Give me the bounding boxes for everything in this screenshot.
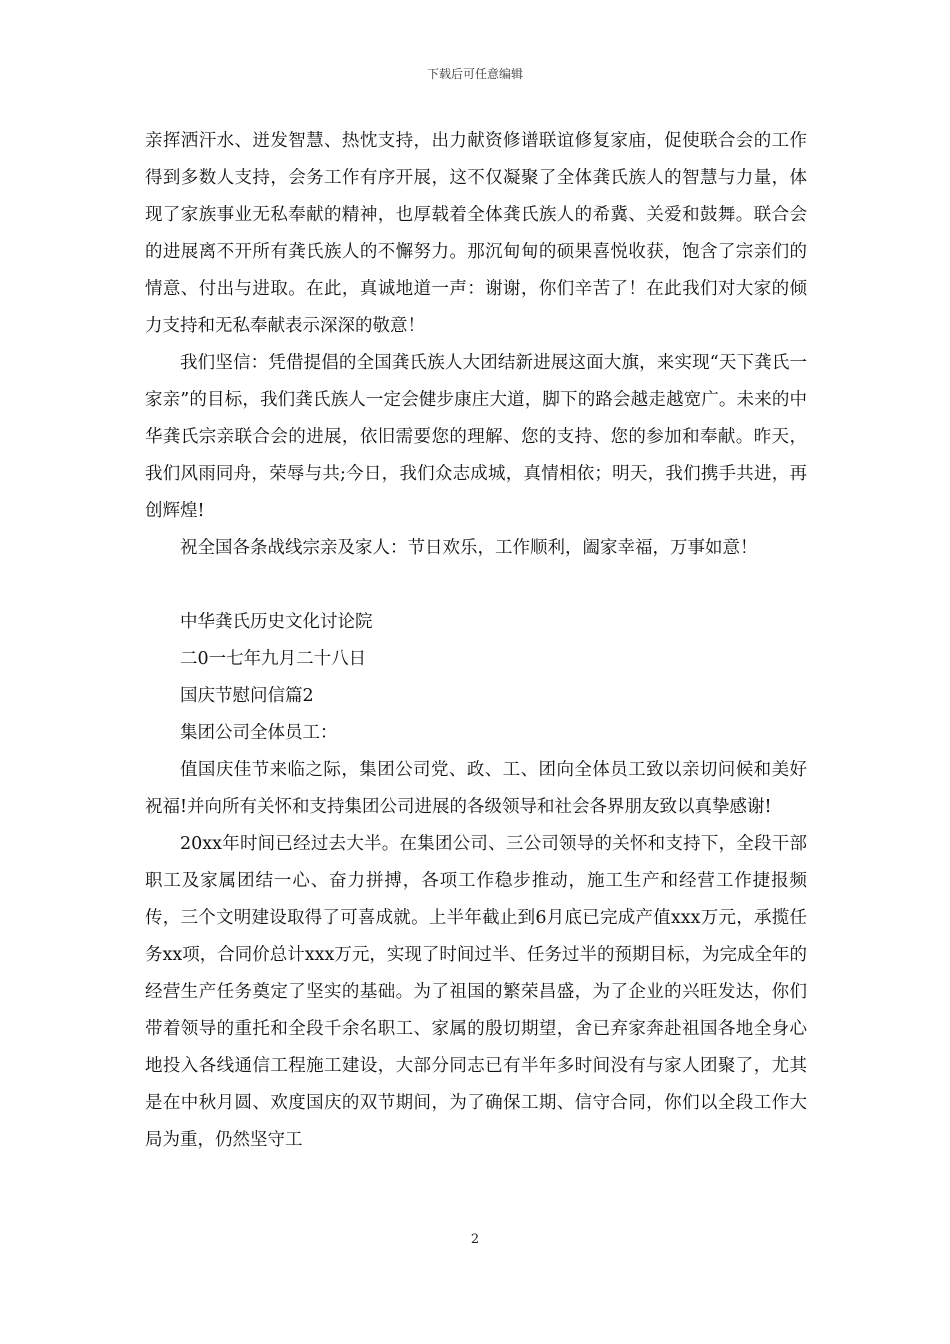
blank-line <box>145 567 807 604</box>
paragraph-belief: 我们坚信：凭借提倡的全国龚氏族人大团结新进展这面大旗，来实现“天下龚氏一家亲”的目标，我们龚氏族人一定会健步康庄大道，脚下的路会越走越宽广。未来的中华龚氏宗亲联合会的进展，依旧需要您的理解、您的支持、您的参加和奉献。昨天，我们风雨同舟，荣辱与共;今日，我们众志成城，真情相依；明天，我们携手共进，再创辉煌! <box>145 353 807 521</box>
paragraph-greeting: 祝全国各条战线宗亲及家人：节日欢乐，工作顺利，阖家幸福，万事如意！ <box>180 538 758 558</box>
letter-salutation: 集团公司全体员工： <box>180 723 338 743</box>
paragraph-continued: 亲挥洒汗水、迸发智慧、热忱支持，出力献资修谱联谊修复家庙，促使联合会的工作得到多数人支持，会务工作有序开展，这不仅凝聚了全体龚氏族人的智慧与力量，体现了家族事业无私奉献的精神，也厚载着全体龚氏族人的希冀、关爱和鼓舞。联合会的进展离不开所有龚氏族人的不懈努力。那沉甸甸的硕果喜悦收获，饱含了宗亲们的情意、付出与进取。在此，真诚地道一声：谢谢，你们辛苦了！在此我们对大家的倾力支持和无私奉献表示深深的敬意！ <box>145 131 807 336</box>
paragraph-holiday-greeting: 值国庆佳节来临之际，集团公司党、政、工、团向全体员工致以亲切问候和美好祝福!并向所有关怀和支持集团公司进展的各级领导和社会各界朋友致以真挚感谢! <box>145 760 807 817</box>
page-number: 2 <box>470 1232 480 1247</box>
page-header-note: 下载后可任意编辑 <box>426 67 523 81</box>
document-body <box>145 123 807 1159</box>
section-title: 国庆节慰问信篇2 <box>180 686 314 706</box>
signature-date: 二0一七年九月二十八日 <box>180 649 367 669</box>
signature-organization: 中华龚氏历史文化讨论院 <box>180 612 373 632</box>
paragraph-progress-report: 20xx年时间已经过去大半。在集团公司、三公司领导的关怀和支持下，全段干部职工及家属团结一心、奋力拼搏，各项工作稳步推动，施工生产和经营工作捷报频传，三个文明建设取得了可喜成就。上半年截止到6月底已完成产值xxx万元，承揽任务xx项，合同价总计xxx万元，实现了时间过半、任务过半的预期目标，为完成全年的经营生产任务奠定了坚实的基础。为了祖国的繁荣昌盛，为了企业的兴旺发达，你们带着领导的重托和全段千余名职工、家属的殷切期望，舍已弃家奔赴祖国各地全身心地投入各线通信工程施工建设，大部分同志已有半年多时间没有与家人团聚了，尤其是在中秋月圆、欢度国庆的双节期间，为了确保工期、信守合同，你们以全段工作大局为重，仍然坚守工 <box>145 834 807 1150</box>
